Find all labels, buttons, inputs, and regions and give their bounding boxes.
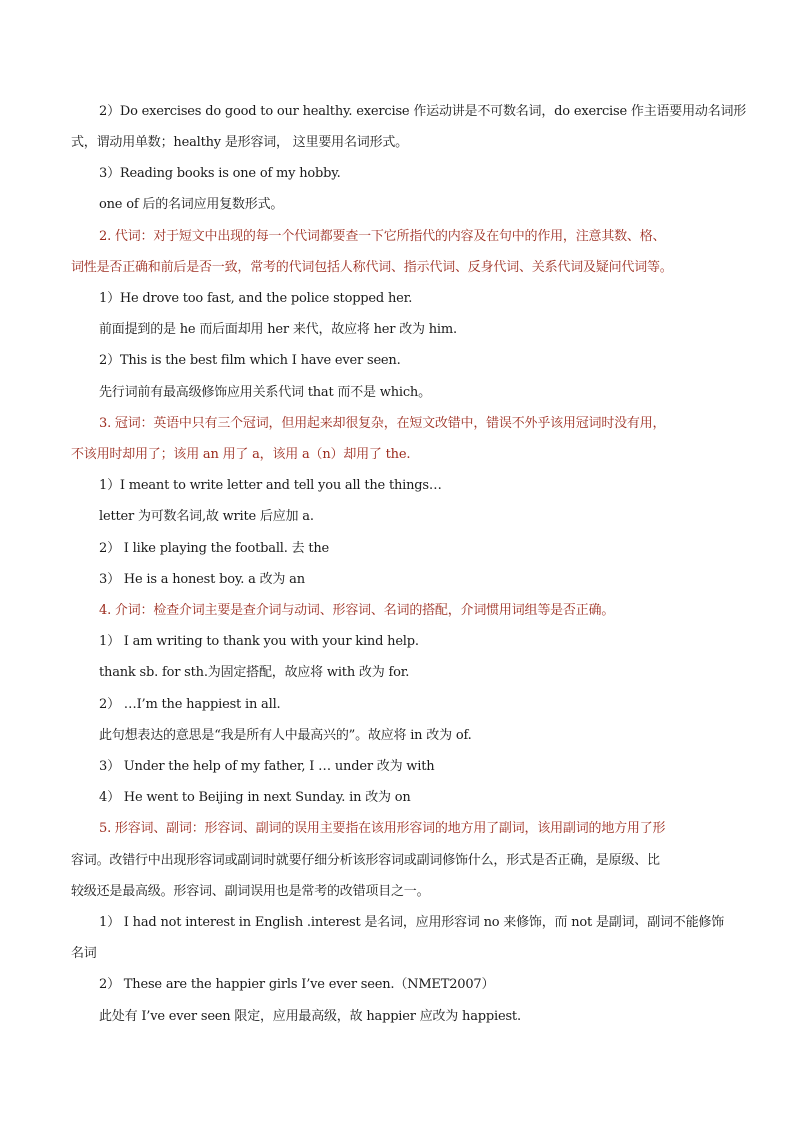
text-line: 2）Do exercises do good to our healthy. exercise 作运动讲是不可数名词，do exercise 作主语要用动名词形 [99,104,747,119]
section-heading: 3. 冠词：英语中只有三个冠词，但用起来却很复杂，在短文改错中，错误不外乎该用冠词时没有用， [99,416,666,431]
text-line: 式，谓动用单数；healthy 是形容词， 这里要用名词形式。 [71,135,408,150]
text-line: 名词 [71,946,97,961]
text-line: 3） He is a honest boy. a 改为 an [99,572,305,587]
text-line: 1） I had not interest in English .interest 是名词，应用形容词 no 来修饰，而 not 是副词，副词不能修饰 [99,915,724,930]
text-line: 容词。改错行中出现形容词或副词时就要仔细分析该形容词或副词修饰什么，形式是否正确，是原级、比 [71,853,660,868]
text-line: 3）Reading books is one of my hobby. [99,166,341,181]
text-line: 1）He drove too fast, and the police stopped her. [99,291,413,306]
text-line: 先行词前有最高级修饰应用关系代词 that 而不是 which。 [99,385,431,400]
text-line: thank sb. for sth.为固定搭配，故应将 with 改为 for. [99,665,410,680]
text-line: 2） …I’m the happiest in all. [99,697,281,712]
text-line: letter 为可数名词,故 write 后应加 a. [99,509,314,524]
section-heading: 4. 介词：检查介词主要是查介词与动词、形容词、名词的搭配，介词惯用词组等是否正确。 [99,603,615,618]
text-line: 1）I meant to write letter and tell you all the things… [99,478,442,493]
text-line: 2） These are the happier girls I’ve ever seen.（NMET2007） [99,977,495,992]
section-heading: 5. 形容词、副词：形容词、副词的误用主要指在该用形容词的地方用了副词，该用副词的地方用了形 [99,821,666,836]
section-heading-cont: 不该用时却用了；该用 an 用了 a，该用 a（n）却用了 the. [71,447,411,462]
text-line: 此句想表达的意思是“我是所有人中最高兴的”。故应将 in 改为 of. [99,728,472,743]
text-line: 此处有 I’ve ever seen 限定，应用最高级，故 happier 应改为 happiest. [99,1009,521,1024]
text-line: 2） I like playing the football. 去 the [99,541,330,556]
text-line: 较级还是最高级。形容词、副词误用也是常考的改错项目之一。 [71,884,430,899]
text-line: 3） Under the help of my father, I … under 改为 with [99,759,435,774]
section-heading: 2. 代词：对于短文中出现的每一个代词都要查一下它所指代的内容及在句中的作用，注意其数、格、 [99,229,666,244]
text-line: 前面提到的是 he 而后面却用 her 来代，故应将 her 改为 him. [99,322,457,337]
section-heading-cont: 词性是否正确和前后是否一致，常考的代词包括人称代词、指示代词、反身代词、关系代词及疑问代词等。 [71,260,673,275]
text-line: 2）This is the best film which I have ever seen. [99,353,401,368]
text-line: 1） I am writing to thank you with your kind help. [99,634,419,649]
text-line: 4） He went to Beijing in next Sunday. in 改为 on [99,790,411,805]
text-line: one of 后的名词应用复数形式。 [99,197,284,212]
